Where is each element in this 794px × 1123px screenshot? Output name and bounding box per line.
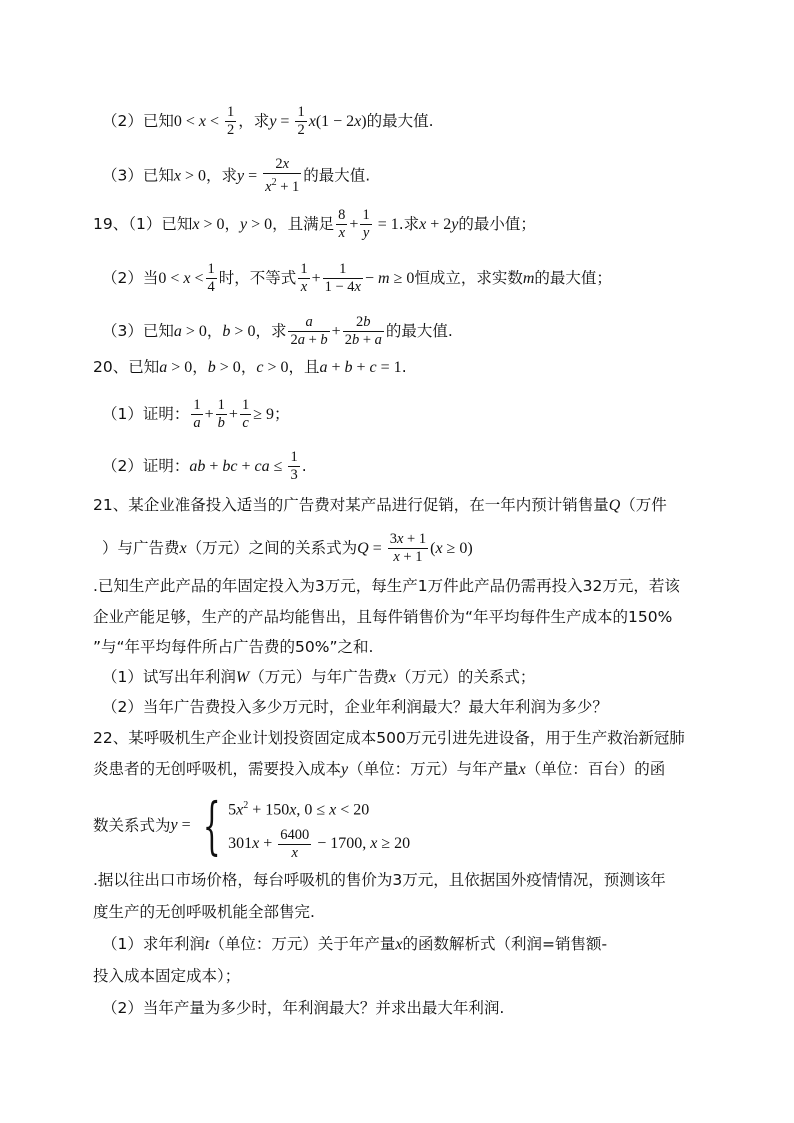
fraction: $\frac{8}{x}$ — [338, 207, 346, 241]
fraction: $\frac{3x + 1}{x + 1}$ — [389, 531, 427, 565]
q22-line5: 度生产的无创呼吸机能全部售完. — [93, 903, 315, 921]
fraction: $\frac{1}{3}$ — [290, 449, 298, 483]
piecewise-function: $5x^2 + 150x$, 0 ≤ x < 20 301x + $\frac{6400}{x}$ − 1700, x ≥ 20 — [228, 800, 411, 862]
fraction: $\frac{6400}{x}$ — [280, 827, 310, 862]
q21-line5: ”与“年平均每件所占广告费的50%”之和. — [93, 638, 374, 656]
math-condition: 0 < x < — [173, 113, 224, 130]
q22-line3: 数关系式为y = { $5x^2 + 150x$, 0 ≤ x < 20 301x + $\frac{6400}{x}$ − 1700, x ≥ 20 — [93, 788, 411, 862]
q22-line1: 22、某呼吸机生产企业计划投资固定成本500万元引进先进设备，用于生产救治新冠肺 — [93, 729, 685, 747]
q21-line1: 21、某企业准备投入适当的广告费对某产品进行促销，在一年内预计销售量Q（万件 — [93, 496, 667, 514]
math-expression: y = — [237, 167, 262, 185]
fraction: $\frac{1}{2}$ — [297, 104, 305, 138]
q21-line4: 企业产能足够，生产的产品均能售出，且每件销售价为“年平均每件生产成本的150% — [93, 608, 673, 626]
q22-line4: .据以往出口市场价格，每台呼吸机的售价为3万元，且依据国外疫情情况，预测该年 — [93, 871, 666, 889]
q18-part2: （2）已知0 < x < $\frac{1}{2}$ ，求y = $\frac{1}{2}$ x(1 − 2x)的最大值. — [102, 104, 434, 138]
q20-part2: （2）证明：ab + bc + ca ≤ $\frac{1}{3}$ . — [102, 449, 307, 483]
q22-part1-cont: 投入成本固定成本）； — [93, 967, 241, 985]
q22-line2: 炎患者的无创呼吸机，需要投入成本y（单位：万元）与年产量x（单位：百台）的函 — [93, 760, 666, 778]
fraction: $\frac{1}{y}$ — [362, 207, 370, 241]
q20-stem: 20、已知a > 0，b > 0，c > 0，且a + b + c = 1. — [93, 358, 407, 376]
brace-symbol: { — [202, 788, 221, 862]
q20-part1: （1）证明： $\frac{1}{a}$ + $\frac{1}{b}$ + $\frac{1}{c}$ ≥ 9； — [102, 397, 290, 431]
fraction: $\frac{1}{2}$ — [227, 104, 235, 138]
q22-part1: （1）求年利润t（单位：万元）关于年产量x的函数解析式（利润=销售额- — [102, 935, 608, 953]
q22-part2: （2）当年产量为多少时，年利润最大？并求出最大年利润. — [102, 999, 505, 1017]
fraction: $\frac{1}{a}$ — [193, 397, 201, 431]
q19-part3: （3）已知a > 0，b > 0，求 $\frac{a}{2a + b}$ + $\frac{2b}{2b + a}$ 的最大值. — [102, 314, 453, 348]
fraction: $\frac{1}{4}$ — [207, 261, 215, 295]
math-expression: y = — [269, 113, 294, 130]
fraction: $\frac{2b}{2b + a}$ — [344, 314, 382, 348]
math-condition: x > 0 — [173, 167, 207, 185]
q21-part2: （2）当年广告费投入多少万元时，企业年利润最大？最大年利润为多少？ — [102, 698, 608, 716]
q19-part1: 19、（1）已知x > 0，y > 0，且满足 $\frac{8}{x}$ + $\frac{1}{y}$ = 1.求x + 2y的最小值； — [93, 207, 536, 241]
fraction: $\frac{1}{b}$ — [217, 397, 225, 431]
fraction: $\frac{1}{1 - 4x}$ — [324, 261, 361, 295]
fraction: $\frac{1}{x}$ — [300, 261, 308, 295]
fraction: $\frac{2x}{x^2 + 1}$ — [265, 156, 300, 195]
q21-line3: .已知生产此产品的年固定投入为3万元，每生产1万件此产品仍需再投入32万元，若该 — [93, 577, 680, 595]
q19-part2: （2）当0 < x < $\frac{1}{4}$ 时，不等式 $\frac{1}{x}$ + $\frac{1}{1 - 4x}$ − m ≥ 0恒成立，求实数m的最大值； — [102, 261, 612, 295]
q18-part3: （3）已知x > 0，求y = $\frac{2x}{x^2 + 1}$ 的最大值. — [102, 156, 371, 195]
fraction: $\frac{1}{c}$ — [241, 397, 250, 431]
math-expression: x(1 − 2x) — [308, 113, 367, 130]
q21-part1: （1）试写出年利润W（万元）与年广告费x（万元）的关系式； — [102, 668, 536, 686]
q21-line2: ）与广告费x（万元）之间的关系式为Q = $\frac{3x + 1}{x + 1}$ (x ≥ 0) — [102, 531, 473, 565]
fraction: $\frac{a}{2a + b}$ — [290, 314, 328, 348]
